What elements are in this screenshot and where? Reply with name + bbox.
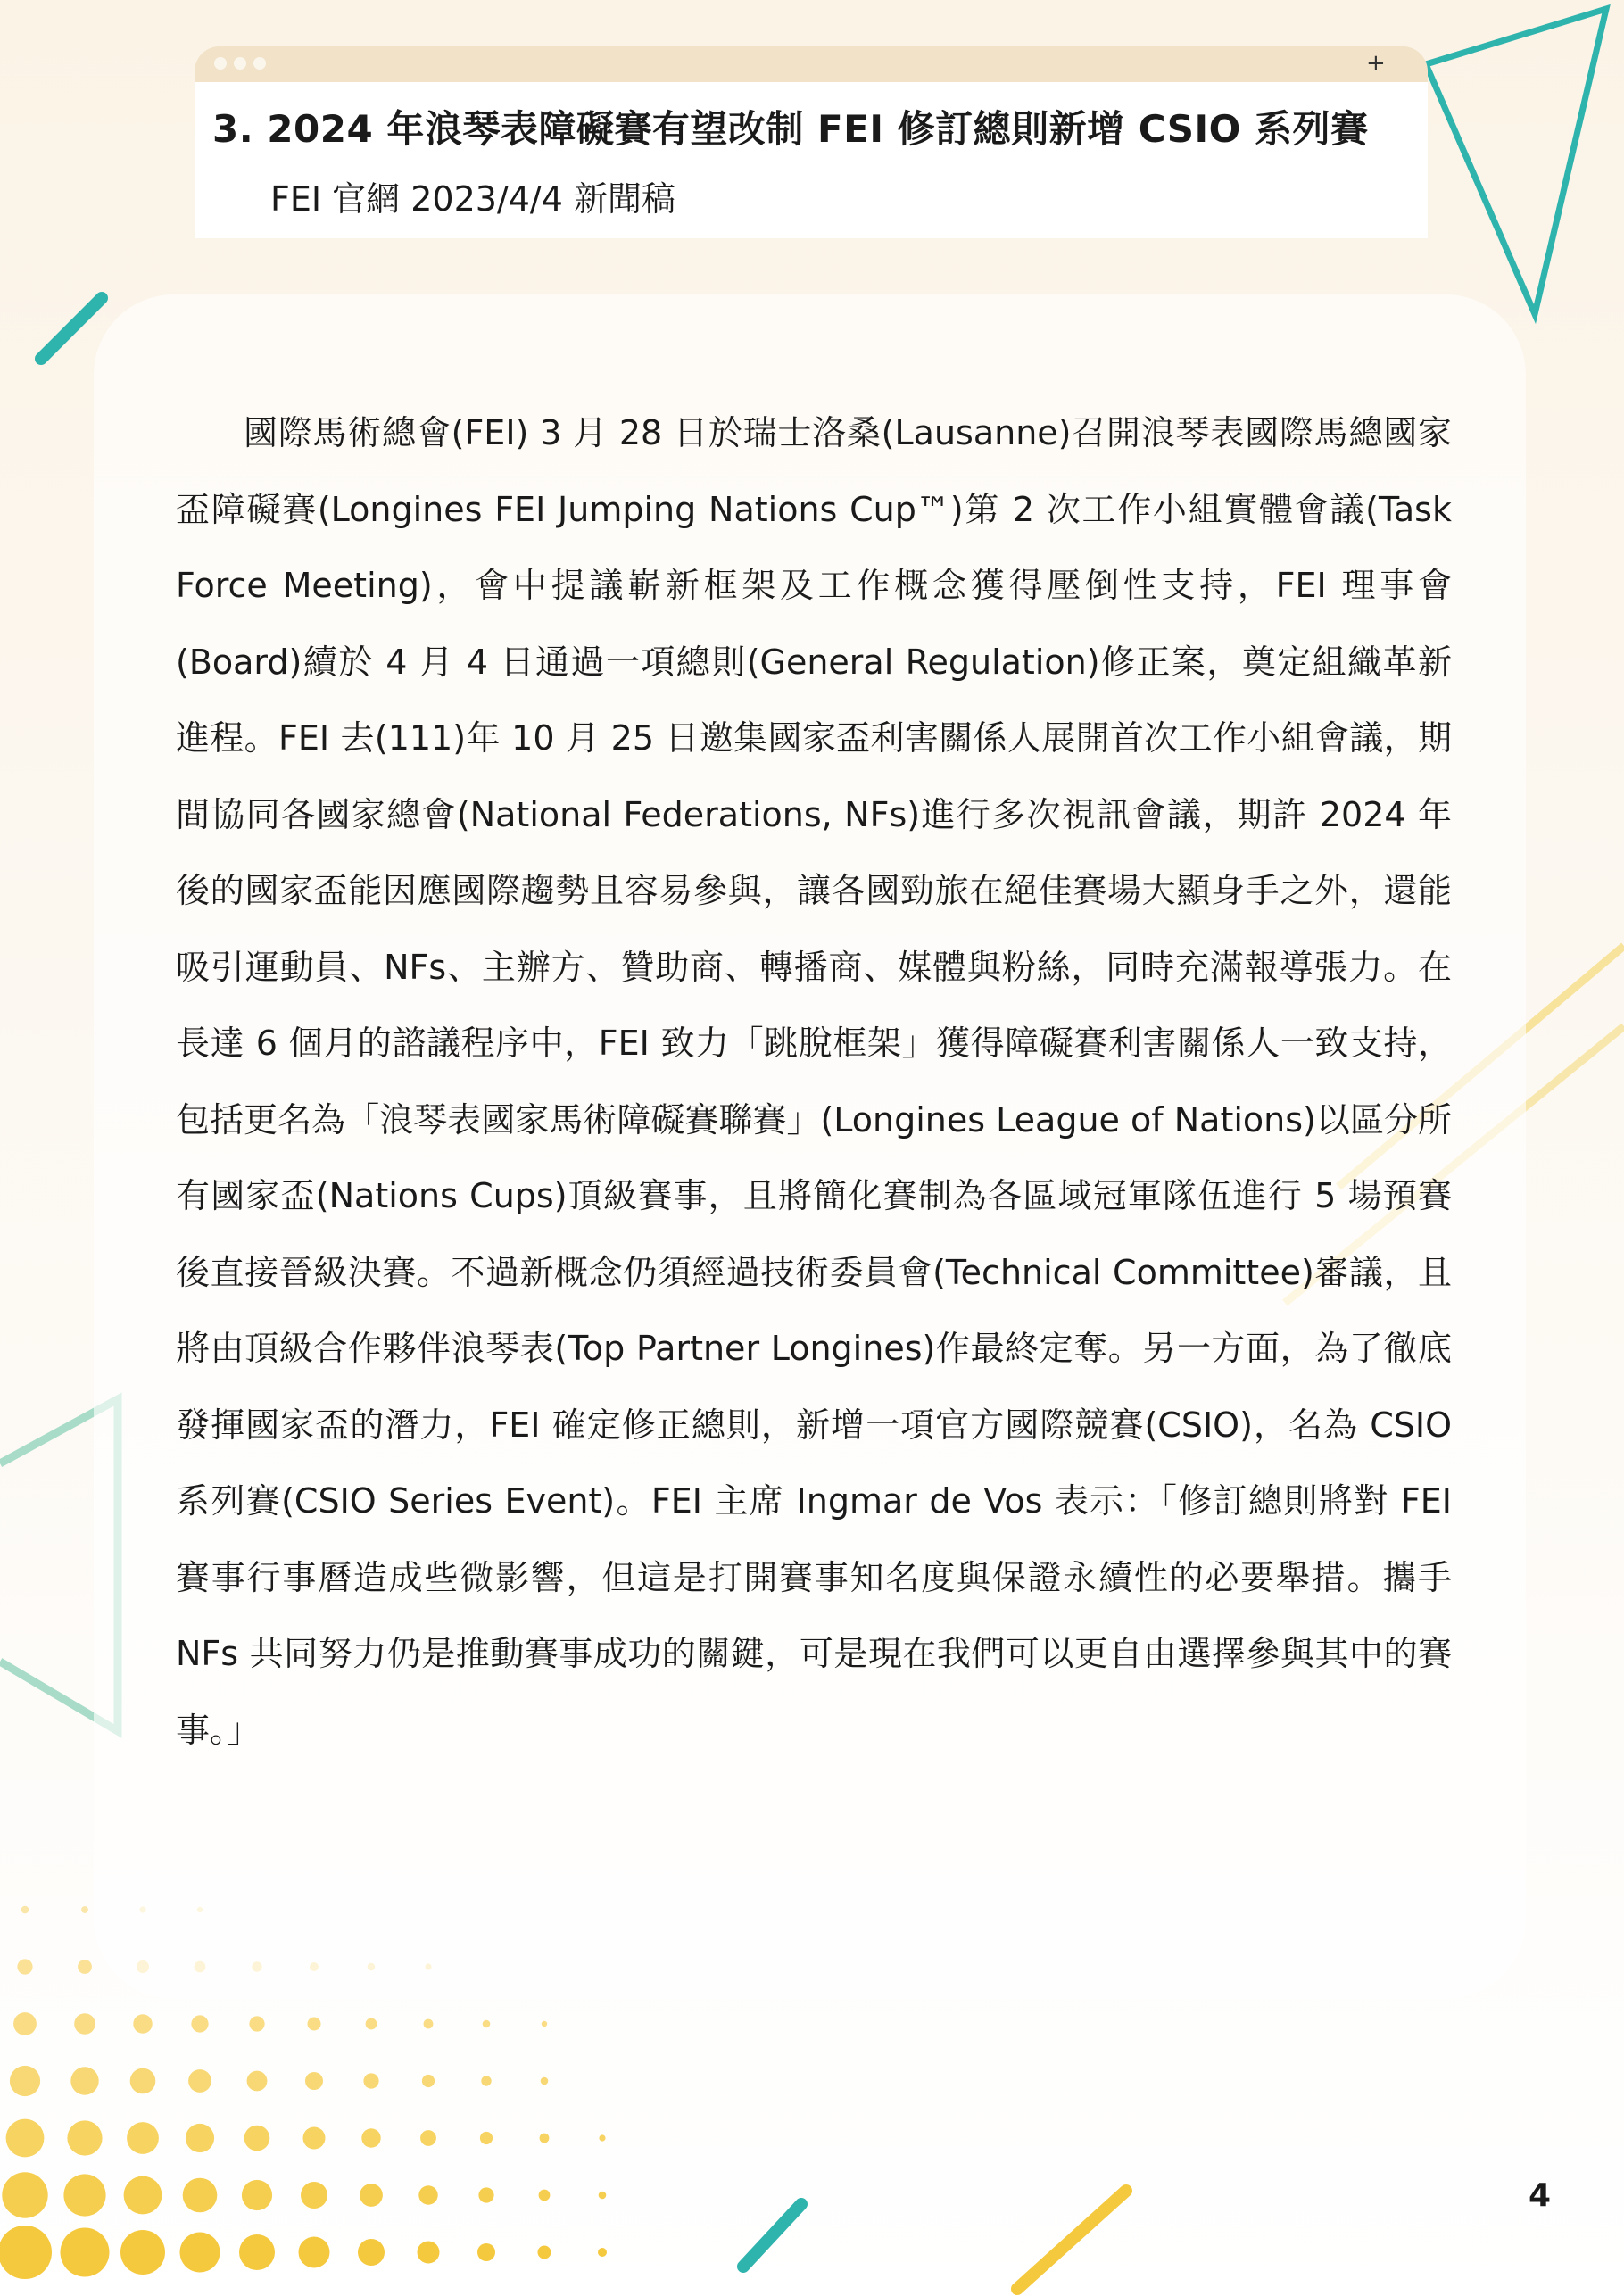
- yellow-dot: [6, 2119, 45, 2158]
- yellow-dot: [249, 2016, 264, 2031]
- header-card: [195, 82, 1428, 238]
- yellow-dot: [299, 2237, 330, 2268]
- window-dot: [253, 57, 266, 70]
- yellow-dot: [418, 2242, 440, 2264]
- yellow-dot: [17, 1959, 32, 1974]
- yellow-dot: [67, 2120, 102, 2155]
- yellow-dot: [180, 2233, 220, 2273]
- yellow-dot: [424, 2019, 434, 2029]
- yellow-dot: [186, 2124, 214, 2152]
- yellow-dot: [599, 2134, 605, 2141]
- page-number: 4: [1529, 2177, 1552, 2214]
- header-tab-bar: [195, 46, 1428, 82]
- window-dot: [214, 57, 227, 70]
- yellow-dot: [360, 2184, 383, 2207]
- yellow-dot: [599, 2192, 607, 2200]
- yellow-dot: [483, 2020, 491, 2028]
- yellow-dot: [21, 1906, 29, 1914]
- yellow-dot: [74, 2013, 95, 2035]
- yellow-dot: [127, 2122, 159, 2154]
- yellow-dot: [130, 2068, 156, 2094]
- yellow-dot: [242, 2180, 272, 2210]
- yellow-dot: [239, 2234, 275, 2270]
- teal-triangle-outline: [1426, 9, 1606, 314]
- yellow-dot: [305, 2072, 323, 2090]
- yellow-dot: [542, 2021, 547, 2027]
- window-dot: [234, 57, 246, 70]
- yellow-dot: [244, 2126, 270, 2151]
- yellow-dot: [541, 2077, 549, 2085]
- yellow-dot: [420, 2130, 436, 2146]
- yellow-dot: [361, 2128, 380, 2147]
- yellow-dot: [301, 2182, 327, 2209]
- yellow-dot: [308, 2018, 321, 2031]
- yellow-dot: [539, 2190, 551, 2201]
- window-dots: [214, 57, 266, 70]
- yellow-dot: [183, 2178, 218, 2213]
- yellow-dot: [61, 2228, 110, 2277]
- plus-icon: +: [1366, 50, 1386, 77]
- yellow-dot: [191, 2015, 208, 2032]
- yellow-dot: [363, 2073, 378, 2088]
- yellow-dot: [78, 1960, 92, 1974]
- yellow-dot: [81, 1906, 88, 1913]
- yellow-dot: [133, 2014, 152, 2033]
- yellow-dot: [366, 2018, 377, 2030]
- yellow-dot: [598, 2248, 607, 2257]
- yellow-dot: [540, 2134, 550, 2143]
- body-paragraph: 國際馬術總會(FEI) 3 月 28 日於瑞士洛桑(Lausanne)召開浪琴表國際馬總國家盃障礙賽(Longines FEI Jumping Nations Cup™)第 2 次工作小組實體會議(Task Force Meeting)，會中提議嶄新框架及工作概念獲得壓倒性支持，FEI 理事會(Board)續於 4 月 4 日通過一項總則(General Regulation)修正案，奠定組織革新進程。FEI 去(111)年 10 月 25 日邀集國家盃利害關係人展開首次工作小組會議，期間協同各國家總會(National Federations, NFs)進行多次視訊會議，期許 2024 年後的國家盃能因應國際趨勢且容易參與，讓各國勁旅在絕佳賽場大顯身手之外，還能吸引運動員、NFs、主辦方、贊助商、轉播商、媒體與粉絲，同時充滿報導張力。在長達 6 個月的諮議程序中，FEI 致力「跳脫框架」獲得障礙賽利害關係人一致支持，包括更名為「浪琴表國家馬術障礙賽聯賽」(Longines League of Nations)以區分所有國家盃(Nations Cups)頂級賽事，且將簡化賽制為各區域冠軍隊伍進行 5 場預賽後直接晉級決賽。不過新概念仍須經過技術委員會(Technical Committee)審議，且將由頂級合作夥伴浪琴表(Top Partner Longines)作最終定奪。另一方面，為了徹底發揮國家盃的潛力，FEI 確定修正總則，新增一項官方國際競賽(CSIO)，名為 CSIO 系列賽(CSIO Series Event)。FEI 主席 Ingmar de Vos 表示：「修訂總則將對 FEI 賽事行事曆造成些微影響，但這是打開賽事知名度與保證永續性的必要舉措。攜手 NFs 共同努力仍是推動賽事成功的關鍵，可是現在我們可以更自由選擇參與其中的賽事。」: [176, 413, 1452, 1750]
- yellow-dot: [10, 2066, 40, 2096]
- yellow-dot: [70, 2067, 98, 2094]
- yellow-dot: [422, 2075, 435, 2087]
- teal-accent-line: [41, 298, 102, 359]
- teal-accent-line-bottom: [743, 2204, 801, 2267]
- yellow-dot: [188, 2069, 211, 2093]
- yellow-dot: [478, 2187, 493, 2202]
- yellow-dot: [481, 2076, 491, 2085]
- yellow-dot: [120, 2230, 165, 2275]
- yellow-dot: [13, 2012, 37, 2035]
- article-title: 3. 2024 年浪琴表障礙賽有望改制 FEI 修訂總則新增 CSIO 系列賽: [212, 107, 1369, 151]
- yellow-accent-line-bottom: [1017, 2191, 1126, 2289]
- yellow-dot: [303, 2127, 326, 2150]
- yellow-dot: [247, 2071, 268, 2092]
- yellow-dot: [0, 2226, 52, 2279]
- yellow-dot: [358, 2239, 385, 2266]
- yellow-dot: [63, 2174, 105, 2216]
- yellow-dot: [477, 2243, 495, 2261]
- yellow-dot: [480, 2132, 493, 2144]
- article-source: FEI 官網 2023/4/4 新聞稿: [270, 179, 675, 219]
- yellow-dot: [124, 2176, 162, 2215]
- yellow-dot: [538, 2246, 551, 2259]
- yellow-dot: [418, 2185, 437, 2204]
- yellow-dot: [2, 2172, 47, 2217]
